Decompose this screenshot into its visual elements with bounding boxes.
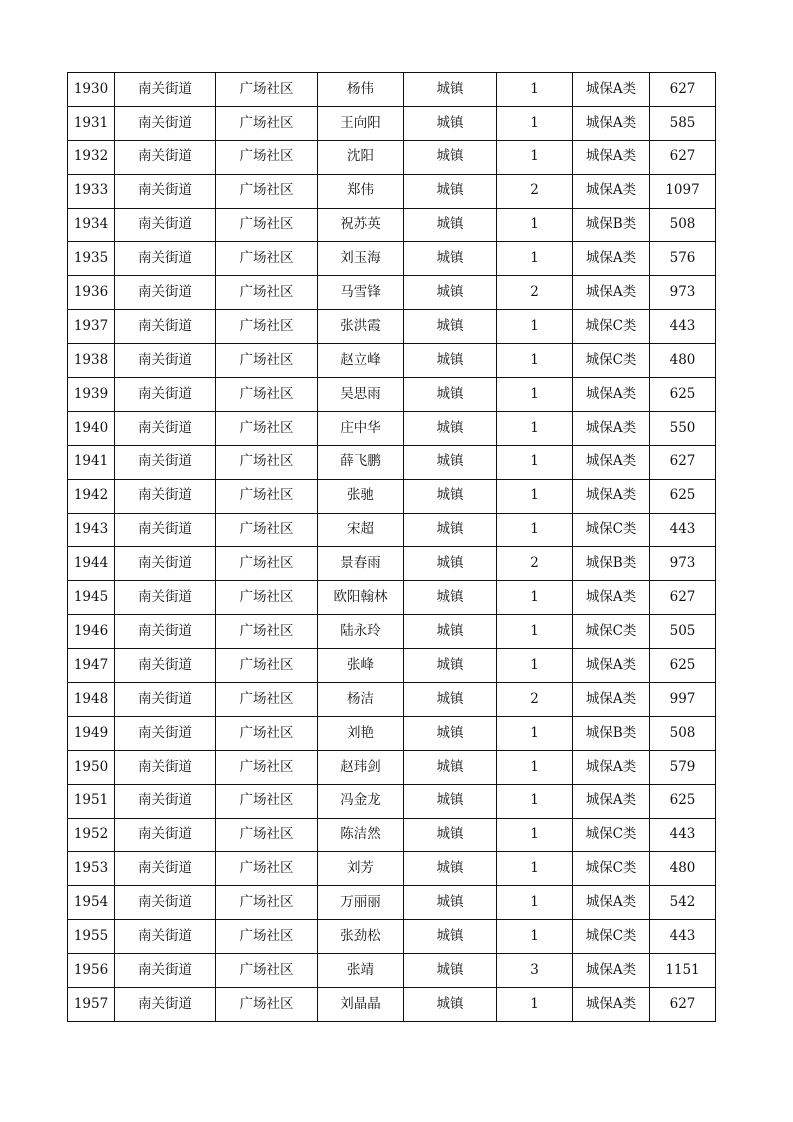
household-type-cell: 城镇 xyxy=(404,818,497,852)
record-number-cell: 1948 xyxy=(68,683,115,717)
insurance-category-cell: 城保A类 xyxy=(573,140,650,174)
name-cell: 郑伟 xyxy=(318,174,404,208)
household-type-cell: 城镇 xyxy=(404,140,497,174)
amount-cell: 627 xyxy=(650,581,716,615)
street-cell: 南关街道 xyxy=(115,852,216,886)
name-cell: 冯金龙 xyxy=(318,784,404,818)
name-cell: 欧阳翰林 xyxy=(318,581,404,615)
name-cell: 吴思雨 xyxy=(318,378,404,412)
amount-cell: 625 xyxy=(650,784,716,818)
insurance-category-cell: 城保A类 xyxy=(573,445,650,479)
table-row xyxy=(68,581,716,615)
amount-cell: 1097 xyxy=(650,174,716,208)
amount-cell: 625 xyxy=(650,649,716,683)
name-cell: 张峰 xyxy=(318,649,404,683)
amount-cell: 625 xyxy=(650,378,716,412)
name-cell: 刘晶晶 xyxy=(318,988,404,1022)
community-cell: 广场社区 xyxy=(216,378,318,412)
street-cell: 南关街道 xyxy=(115,547,216,581)
community-cell: 广场社区 xyxy=(216,920,318,954)
table-row xyxy=(68,784,716,818)
street-cell: 南关街道 xyxy=(115,208,216,242)
name-cell: 马雪锋 xyxy=(318,276,404,310)
household-type-cell: 城镇 xyxy=(404,852,497,886)
insurance-category-cell: 城保A类 xyxy=(573,411,650,445)
member-count-cell: 1 xyxy=(497,581,573,615)
household-type-cell: 城镇 xyxy=(404,445,497,479)
street-cell: 南关街道 xyxy=(115,615,216,649)
insurance-category-cell: 城保A类 xyxy=(573,378,650,412)
community-cell: 广场社区 xyxy=(216,411,318,445)
street-cell: 南关街道 xyxy=(115,174,216,208)
community-cell: 广场社区 xyxy=(216,513,318,547)
record-number-cell: 1951 xyxy=(68,784,115,818)
member-count-cell: 1 xyxy=(497,852,573,886)
table-row xyxy=(68,344,716,378)
street-cell: 南关街道 xyxy=(115,513,216,547)
amount-cell: 576 xyxy=(650,242,716,276)
amount-cell: 627 xyxy=(650,988,716,1022)
community-cell: 广场社区 xyxy=(216,750,318,784)
community-cell: 广场社区 xyxy=(216,106,318,140)
name-cell: 祝苏英 xyxy=(318,208,404,242)
street-cell: 南关街道 xyxy=(115,378,216,412)
household-type-cell: 城镇 xyxy=(404,988,497,1022)
record-number-cell: 1930 xyxy=(68,73,115,107)
household-type-cell: 城镇 xyxy=(404,547,497,581)
amount-cell: 625 xyxy=(650,479,716,513)
street-cell: 南关街道 xyxy=(115,649,216,683)
household-type-cell: 城镇 xyxy=(404,750,497,784)
record-number-cell: 1942 xyxy=(68,479,115,513)
amount-cell: 627 xyxy=(650,73,716,107)
amount-cell: 973 xyxy=(650,276,716,310)
community-cell: 广场社区 xyxy=(216,242,318,276)
amount-cell: 579 xyxy=(650,750,716,784)
amount-cell: 550 xyxy=(650,411,716,445)
insurance-category-cell: 城保A类 xyxy=(573,73,650,107)
name-cell: 庄中华 xyxy=(318,411,404,445)
name-cell: 张洪霞 xyxy=(318,310,404,344)
record-number-cell: 1953 xyxy=(68,852,115,886)
household-type-cell: 城镇 xyxy=(404,513,497,547)
community-cell: 广场社区 xyxy=(216,276,318,310)
household-type-cell: 城镇 xyxy=(404,784,497,818)
name-cell: 王向阳 xyxy=(318,106,404,140)
table-body xyxy=(68,73,716,1022)
household-type-cell: 城镇 xyxy=(404,581,497,615)
record-number-cell: 1952 xyxy=(68,818,115,852)
record-number-cell: 1955 xyxy=(68,920,115,954)
amount-cell: 627 xyxy=(650,445,716,479)
amount-cell: 542 xyxy=(650,886,716,920)
street-cell: 南关街道 xyxy=(115,310,216,344)
member-count-cell: 1 xyxy=(497,716,573,750)
table-row xyxy=(68,920,716,954)
street-cell: 南关街道 xyxy=(115,886,216,920)
record-number-cell: 1944 xyxy=(68,547,115,581)
community-cell: 广场社区 xyxy=(216,716,318,750)
table-row xyxy=(68,750,716,784)
name-cell: 张靖 xyxy=(318,954,404,988)
record-number-cell: 1956 xyxy=(68,954,115,988)
insurance-category-cell: 城保A类 xyxy=(573,276,650,310)
amount-cell: 585 xyxy=(650,106,716,140)
record-number-cell: 1947 xyxy=(68,649,115,683)
insurance-category-cell: 城保A类 xyxy=(573,479,650,513)
street-cell: 南关街道 xyxy=(115,276,216,310)
name-cell: 赵玮剑 xyxy=(318,750,404,784)
insurance-category-cell: 城保A类 xyxy=(573,649,650,683)
amount-cell: 480 xyxy=(650,344,716,378)
member-count-cell: 1 xyxy=(497,411,573,445)
street-cell: 南关街道 xyxy=(115,716,216,750)
table-row xyxy=(68,174,716,208)
household-type-cell: 城镇 xyxy=(404,920,497,954)
record-number-cell: 1933 xyxy=(68,174,115,208)
street-cell: 南关街道 xyxy=(115,140,216,174)
community-cell: 广场社区 xyxy=(216,852,318,886)
name-cell: 景春雨 xyxy=(318,547,404,581)
amount-cell: 443 xyxy=(650,818,716,852)
record-number-cell: 1934 xyxy=(68,208,115,242)
household-type-cell: 城镇 xyxy=(404,378,497,412)
member-count-cell: 2 xyxy=(497,276,573,310)
table-row xyxy=(68,954,716,988)
household-type-cell: 城镇 xyxy=(404,615,497,649)
street-cell: 南关街道 xyxy=(115,954,216,988)
street-cell: 南关街道 xyxy=(115,581,216,615)
insurance-category-cell: 城保A类 xyxy=(573,886,650,920)
record-number-cell: 1931 xyxy=(68,106,115,140)
table-row xyxy=(68,547,716,581)
name-cell: 陈洁然 xyxy=(318,818,404,852)
street-cell: 南关街道 xyxy=(115,73,216,107)
household-type-cell: 城镇 xyxy=(404,344,497,378)
table-row xyxy=(68,140,716,174)
member-count-cell: 1 xyxy=(497,750,573,784)
record-number-cell: 1932 xyxy=(68,140,115,174)
amount-cell: 480 xyxy=(650,852,716,886)
member-count-cell: 2 xyxy=(497,547,573,581)
member-count-cell: 2 xyxy=(497,174,573,208)
name-cell: 刘芳 xyxy=(318,852,404,886)
community-cell: 广场社区 xyxy=(216,445,318,479)
member-count-cell: 1 xyxy=(497,310,573,344)
table-row xyxy=(68,479,716,513)
name-cell: 赵立峰 xyxy=(318,344,404,378)
name-cell: 刘玉海 xyxy=(318,242,404,276)
table-row xyxy=(68,208,716,242)
member-count-cell: 1 xyxy=(497,479,573,513)
insurance-category-cell: 城保C类 xyxy=(573,818,650,852)
community-cell: 广场社区 xyxy=(216,174,318,208)
record-number-cell: 1939 xyxy=(68,378,115,412)
member-count-cell: 1 xyxy=(497,886,573,920)
name-cell: 杨伟 xyxy=(318,73,404,107)
community-cell: 广场社区 xyxy=(216,344,318,378)
street-cell: 南关街道 xyxy=(115,106,216,140)
table-row xyxy=(68,378,716,412)
household-type-cell: 城镇 xyxy=(404,411,497,445)
record-number-cell: 1954 xyxy=(68,886,115,920)
street-cell: 南关街道 xyxy=(115,818,216,852)
record-number-cell: 1945 xyxy=(68,581,115,615)
member-count-cell: 1 xyxy=(497,513,573,547)
street-cell: 南关街道 xyxy=(115,479,216,513)
street-cell: 南关街道 xyxy=(115,344,216,378)
table-row xyxy=(68,852,716,886)
insurance-category-cell: 城保A类 xyxy=(573,106,650,140)
street-cell: 南关街道 xyxy=(115,683,216,717)
amount-cell: 508 xyxy=(650,716,716,750)
table-row xyxy=(68,818,716,852)
community-cell: 广场社区 xyxy=(216,886,318,920)
insurance-category-cell: 城保C类 xyxy=(573,344,650,378)
name-cell: 陆永玲 xyxy=(318,615,404,649)
amount-cell: 1151 xyxy=(650,954,716,988)
street-cell: 南关街道 xyxy=(115,920,216,954)
insurance-category-cell: 城保A类 xyxy=(573,784,650,818)
member-count-cell: 1 xyxy=(497,445,573,479)
household-type-cell: 城镇 xyxy=(404,208,497,242)
household-type-cell: 城镇 xyxy=(404,716,497,750)
community-cell: 广场社区 xyxy=(216,547,318,581)
household-type-cell: 城镇 xyxy=(404,649,497,683)
record-number-cell: 1949 xyxy=(68,716,115,750)
table-row xyxy=(68,716,716,750)
community-cell: 广场社区 xyxy=(216,818,318,852)
insurance-category-cell: 城保C类 xyxy=(573,852,650,886)
table-row xyxy=(68,276,716,310)
record-number-cell: 1936 xyxy=(68,276,115,310)
record-number-cell: 1938 xyxy=(68,344,115,378)
name-cell: 宋超 xyxy=(318,513,404,547)
table-row xyxy=(68,886,716,920)
name-cell: 沈阳 xyxy=(318,140,404,174)
member-count-cell: 1 xyxy=(497,818,573,852)
insurance-category-cell: 城保B类 xyxy=(573,547,650,581)
member-count-cell: 1 xyxy=(497,242,573,276)
community-cell: 广场社区 xyxy=(216,479,318,513)
table-row xyxy=(68,445,716,479)
street-cell: 南关街道 xyxy=(115,445,216,479)
insurance-category-cell: 城保B类 xyxy=(573,716,650,750)
amount-cell: 508 xyxy=(650,208,716,242)
community-cell: 广场社区 xyxy=(216,310,318,344)
insurance-category-cell: 城保C类 xyxy=(573,310,650,344)
insurance-category-cell: 城保A类 xyxy=(573,954,650,988)
record-number-cell: 1941 xyxy=(68,445,115,479)
household-type-cell: 城镇 xyxy=(404,886,497,920)
record-number-cell: 1940 xyxy=(68,411,115,445)
household-type-cell: 城镇 xyxy=(404,106,497,140)
insurance-category-cell: 城保A类 xyxy=(573,174,650,208)
record-number-cell: 1943 xyxy=(68,513,115,547)
community-cell: 广场社区 xyxy=(216,140,318,174)
community-cell: 广场社区 xyxy=(216,208,318,242)
amount-cell: 627 xyxy=(650,140,716,174)
records-table xyxy=(67,72,716,1022)
household-type-cell: 城镇 xyxy=(404,73,497,107)
community-cell: 广场社区 xyxy=(216,784,318,818)
street-cell: 南关街道 xyxy=(115,988,216,1022)
table-row xyxy=(68,106,716,140)
table-row xyxy=(68,73,716,107)
member-count-cell: 1 xyxy=(497,208,573,242)
household-type-cell: 城镇 xyxy=(404,954,497,988)
community-cell: 广场社区 xyxy=(216,581,318,615)
amount-cell: 997 xyxy=(650,683,716,717)
member-count-cell: 1 xyxy=(497,378,573,412)
record-number-cell: 1946 xyxy=(68,615,115,649)
street-cell: 南关街道 xyxy=(115,411,216,445)
amount-cell: 443 xyxy=(650,513,716,547)
record-number-cell: 1935 xyxy=(68,242,115,276)
household-type-cell: 城镇 xyxy=(404,242,497,276)
amount-cell: 973 xyxy=(650,547,716,581)
street-cell: 南关街道 xyxy=(115,750,216,784)
table-row xyxy=(68,683,716,717)
insurance-category-cell: 城保A类 xyxy=(573,581,650,615)
table-row xyxy=(68,988,716,1022)
member-count-cell: 1 xyxy=(497,615,573,649)
amount-cell: 505 xyxy=(650,615,716,649)
table-row xyxy=(68,242,716,276)
insurance-category-cell: 城保C类 xyxy=(573,920,650,954)
table-row xyxy=(68,649,716,683)
name-cell: 万丽丽 xyxy=(318,886,404,920)
name-cell: 杨洁 xyxy=(318,683,404,717)
name-cell: 薛飞鹏 xyxy=(318,445,404,479)
insurance-category-cell: 城保B类 xyxy=(573,208,650,242)
record-number-cell: 1950 xyxy=(68,750,115,784)
record-number-cell: 1957 xyxy=(68,988,115,1022)
insurance-category-cell: 城保A类 xyxy=(573,242,650,276)
community-cell: 广场社区 xyxy=(216,954,318,988)
member-count-cell: 1 xyxy=(497,988,573,1022)
community-cell: 广场社区 xyxy=(216,73,318,107)
table-row xyxy=(68,411,716,445)
member-count-cell: 1 xyxy=(497,344,573,378)
household-type-cell: 城镇 xyxy=(404,174,497,208)
household-type-cell: 城镇 xyxy=(404,479,497,513)
member-count-cell: 1 xyxy=(497,106,573,140)
insurance-category-cell: 城保A类 xyxy=(573,750,650,784)
insurance-category-cell: 城保C类 xyxy=(573,615,650,649)
community-cell: 广场社区 xyxy=(216,649,318,683)
table-row xyxy=(68,615,716,649)
amount-cell: 443 xyxy=(650,920,716,954)
household-type-cell: 城镇 xyxy=(404,276,497,310)
record-number-cell: 1937 xyxy=(68,310,115,344)
community-cell: 广场社区 xyxy=(216,683,318,717)
member-count-cell: 3 xyxy=(497,954,573,988)
insurance-category-cell: 城保C类 xyxy=(573,513,650,547)
table-row xyxy=(68,310,716,344)
street-cell: 南关街道 xyxy=(115,784,216,818)
name-cell: 刘艳 xyxy=(318,716,404,750)
member-count-cell: 1 xyxy=(497,73,573,107)
member-count-cell: 1 xyxy=(497,649,573,683)
insurance-category-cell: 城保A类 xyxy=(573,683,650,717)
community-cell: 广场社区 xyxy=(216,615,318,649)
member-count-cell: 2 xyxy=(497,683,573,717)
member-count-cell: 1 xyxy=(497,140,573,174)
amount-cell: 443 xyxy=(650,310,716,344)
street-cell: 南关街道 xyxy=(115,242,216,276)
name-cell: 张驰 xyxy=(318,479,404,513)
household-type-cell: 城镇 xyxy=(404,310,497,344)
household-type-cell: 城镇 xyxy=(404,683,497,717)
name-cell: 张劲松 xyxy=(318,920,404,954)
community-cell: 广场社区 xyxy=(216,988,318,1022)
table-row xyxy=(68,513,716,547)
insurance-category-cell: 城保A类 xyxy=(573,988,650,1022)
member-count-cell: 1 xyxy=(497,784,573,818)
member-count-cell: 1 xyxy=(497,920,573,954)
